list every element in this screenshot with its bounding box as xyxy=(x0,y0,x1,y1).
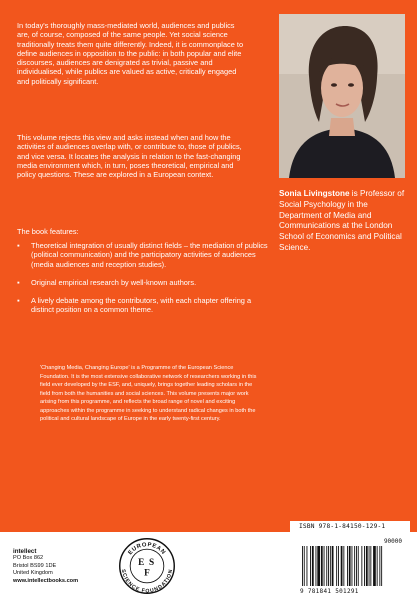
bullet-icon: ▪ xyxy=(17,296,20,306)
feature-item xyxy=(17,278,269,287)
barcode-bar xyxy=(310,546,311,586)
feature-text: Original empirical research by well-known authors. xyxy=(31,277,197,287)
barcode-bar xyxy=(321,546,323,586)
blurb-paragraph-2: This volume rejects this view and asks instead when and how the activities of audiences overlap with, or contribute to, those of publics, and vice versa. It locates the analysis in relation to the fast-changing media environment which, in turn, poses theoretical, empirical and policy questions. These are explored in a European context. xyxy=(17,133,242,180)
barcode-bars xyxy=(302,546,382,586)
blurb-paragraph-1: In today's thoroughly mass-mediated world, audiences and publics are, of course, composed of the same people. Yet social science traditionally treats them quite differently. Indeed, it is commonplace to define audiences in opposition to the public: in both popular and elite discourses, audiences are denigrated as trivial, passive and individualised, while publics are valued as active, critically engaged and politically significant. xyxy=(17,21,244,86)
author-bio xyxy=(279,189,409,254)
esf-logo-letter: E xyxy=(138,557,145,568)
bullet-icon: ▪ xyxy=(17,241,20,250)
isbn-number: ISBN 978-1-84150-129-1 xyxy=(299,523,386,530)
barcode-bar xyxy=(379,546,380,586)
barcode-bar xyxy=(356,546,357,586)
barcode-bar xyxy=(324,546,325,586)
barcode-bar xyxy=(361,546,362,586)
features-list xyxy=(17,241,269,324)
esf-logo-letter: F xyxy=(144,568,150,579)
barcode-bar xyxy=(336,546,337,586)
barcode-bar xyxy=(332,546,334,586)
address-line: Bristol BS99 1DE xyxy=(13,562,57,569)
barcode-bar xyxy=(307,546,308,586)
barcode-bar xyxy=(316,546,317,586)
barcode-bar xyxy=(349,546,351,586)
barcode-bar xyxy=(369,546,370,586)
barcode-bar xyxy=(347,546,348,586)
barcode-bar xyxy=(312,546,314,586)
barcode-bar xyxy=(354,546,355,586)
barcode-bar xyxy=(330,546,331,586)
feature-text: Theoretical integration of usually distinct fields – the mediation of publics (political communication) and the participatory activities of audiences (media audiences and reception studies). xyxy=(31,241,268,269)
features-heading: The book features: xyxy=(17,227,79,236)
barcode-bar xyxy=(370,546,371,586)
programme-note: 'Changing Media, Changing Europe' is a Programme of the European Science Foundation. It is the most extensive collaborative network of researchers working in this field ever developed by the ESF, and, uniquely, brings together leading scholars in the field from both the humanities and social sciences. This volume presents major work arising from this programme, and reflects the broad range of novel and exciting approaches within the programme in seeking to understand radical changes in both the political and cultural landscape of Europe in the early twenty-first century. xyxy=(40,365,257,422)
author-description: is Professor of Social Psychology in the Department of Media and Communications at the London School of Economics and Political Science. xyxy=(279,189,405,252)
barcode-bar xyxy=(338,546,339,586)
feature-item xyxy=(17,241,269,269)
publisher-block xyxy=(13,548,78,585)
barcode-bar xyxy=(364,546,365,586)
esf-logo xyxy=(118,537,176,595)
barcode-bar xyxy=(317,546,320,586)
esf-logo-bottom-text: SCIENCE FOUNDATION xyxy=(119,568,175,595)
barcode-bar xyxy=(366,546,368,586)
address-line: PO Box 862 xyxy=(13,555,44,562)
barcode-bar xyxy=(326,546,327,586)
address-line: United Kingdom xyxy=(13,570,53,577)
barcode-bar xyxy=(343,546,344,586)
author-name: Sonia Livingstone xyxy=(279,189,350,198)
barcode-digits: 9 781841 501291 xyxy=(300,588,359,595)
publisher-website: www.intellectbooks.com xyxy=(13,577,79,584)
feature-text: A lively debate among the contributors, with each chapter offering a distinct position on a common theme. xyxy=(31,296,252,315)
barcode-bar xyxy=(373,546,376,586)
feature-item xyxy=(17,296,269,315)
bullet-icon: ▪ xyxy=(17,277,20,287)
barcode-bar xyxy=(304,546,305,586)
barcode-image xyxy=(296,532,404,588)
barcode-bar xyxy=(377,546,378,586)
barcode-bar xyxy=(302,546,303,586)
barcode-bar xyxy=(352,546,353,586)
esf-logo-letter: S xyxy=(149,557,155,568)
barcode-addon: 90000 xyxy=(383,538,402,545)
author-photo xyxy=(279,14,405,178)
barcode-bar xyxy=(381,546,382,586)
esf-logo-top-text: EUROPEAN xyxy=(127,542,167,557)
barcode-bar xyxy=(341,546,343,586)
barcode-bar xyxy=(358,546,359,586)
publisher-name: intellect xyxy=(13,548,37,555)
author-portrait-image xyxy=(279,14,405,178)
barcode-bar xyxy=(328,546,329,586)
